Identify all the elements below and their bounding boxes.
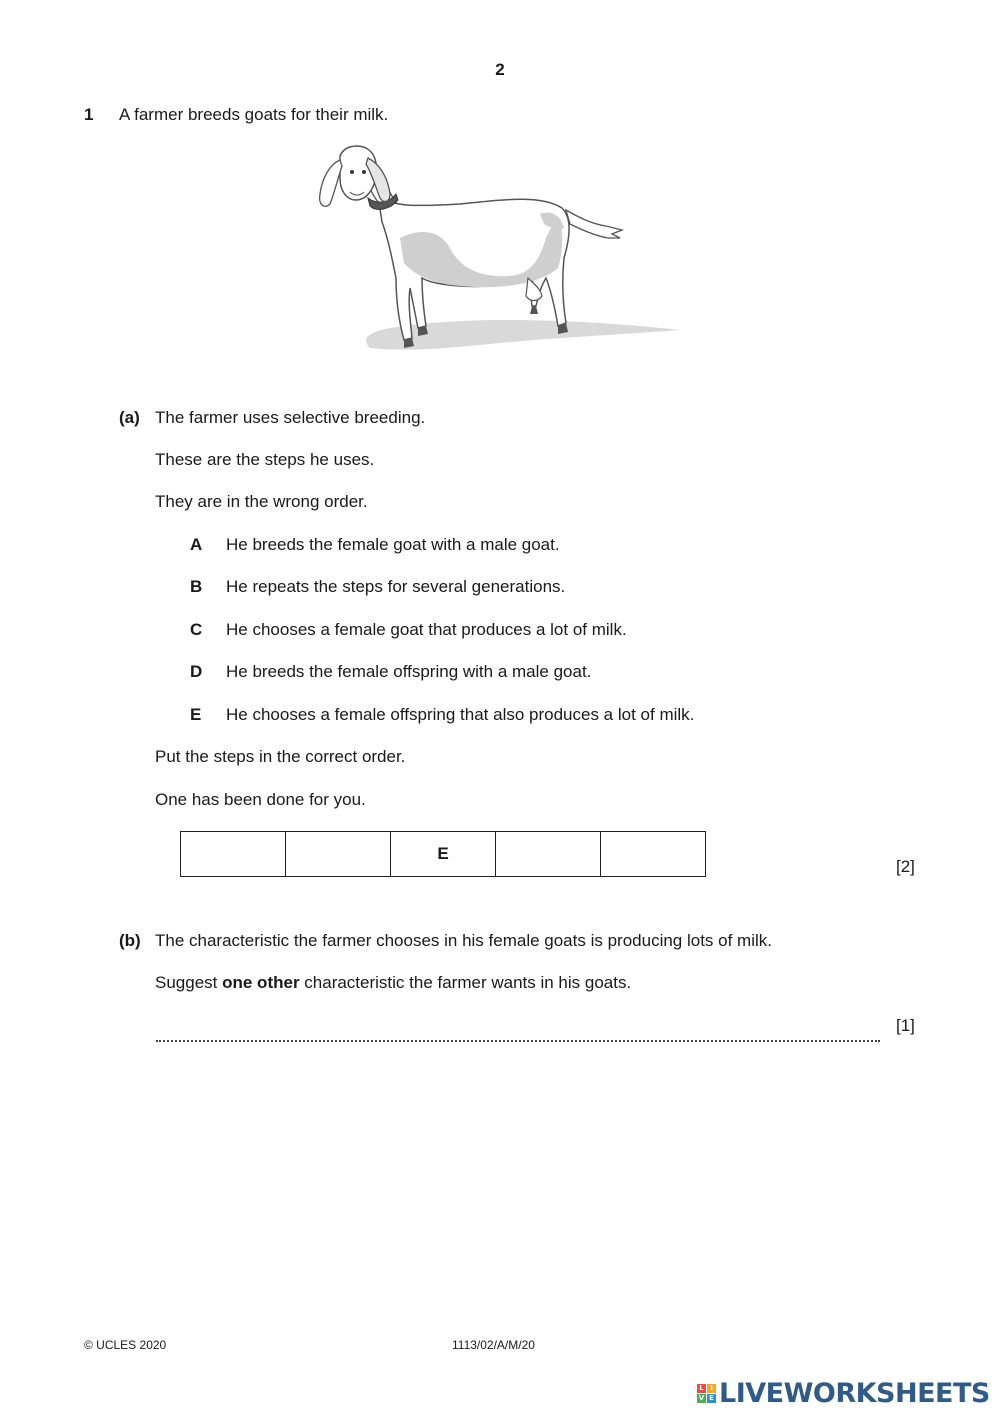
step-text: He breeds the female goat with a male goat. [226, 535, 560, 554]
goat-tail [566, 210, 622, 238]
part-b-marks: [1] [896, 1016, 915, 1035]
suggest-text-end: characteristic the farmer wants in his goats. [299, 973, 632, 992]
answer-box-5[interactable] [601, 832, 706, 877]
brand-logo-letter: L [697, 1384, 706, 1393]
part-a-line: The farmer uses selective breeding. [155, 408, 426, 427]
step-letter: A [190, 535, 203, 554]
part-b-label: (b) [119, 931, 141, 950]
answer-box-4-input[interactable] [498, 835, 598, 873]
suggest-emphasis: one other [222, 973, 300, 992]
answer-box-1[interactable] [181, 832, 286, 877]
part-b-suggest [155, 973, 631, 993]
step-text: He breeds the female offspring with a male goat. [226, 662, 592, 681]
footer-copyright: © UCLES 2020 [84, 1338, 167, 1352]
instruction-order: Put the steps in the correct order. [155, 747, 406, 766]
brand-logo-letter: I [707, 1384, 716, 1393]
answer-order-row [181, 832, 706, 877]
part-b-answer-line[interactable] [156, 1018, 880, 1042]
brand-logo-letter: V [698, 1394, 705, 1402]
question-number: 1 [84, 105, 94, 124]
brand-logo-letter: E [707, 1394, 716, 1403]
answer-box-3-given: E [391, 832, 496, 877]
step-letter: D [190, 662, 203, 681]
footer-code: 1113/02/A/M/20 [452, 1338, 535, 1352]
answer-box-2-input[interactable] [288, 835, 388, 873]
brand-logo-icon [697, 1384, 716, 1403]
part-a-line: They are in the wrong order. [155, 492, 368, 511]
answer-box-2[interactable] [286, 832, 391, 877]
suggest-text: Suggest [155, 973, 223, 992]
step-letter: C [190, 620, 203, 639]
part-a-label: (a) [119, 408, 140, 427]
liveworksheets-brand [697, 1378, 990, 1409]
page-number: 2 [495, 60, 505, 79]
brand-text: LIVEWORKSHEETS [719, 1378, 990, 1409]
answer-box-4[interactable] [496, 832, 601, 877]
step-letter: E [190, 705, 202, 724]
answer-box-1-input[interactable] [183, 835, 283, 873]
answer-order-table [180, 831, 706, 877]
goat-illustration [300, 138, 690, 370]
step-letter: B [190, 577, 203, 596]
step-text: He chooses a female goat that produces a lot of milk. [226, 620, 627, 639]
instruction-example: One has been done for you. [155, 790, 366, 809]
part-a-line: These are the steps he uses. [155, 450, 375, 469]
goat-ear-left [320, 160, 342, 206]
answer-box-5-input[interactable] [603, 835, 703, 873]
part-b-line: The characteristic the farmer chooses in his female goats is producing lots of milk. [155, 931, 772, 950]
step-text: He chooses a female offspring that also produces a lot of milk. [226, 705, 695, 724]
step-text: He repeats the steps for several generations. [226, 577, 566, 596]
part-a-marks: [2] [896, 857, 915, 876]
question-stem: A farmer breeds goats for their milk. [119, 105, 389, 124]
